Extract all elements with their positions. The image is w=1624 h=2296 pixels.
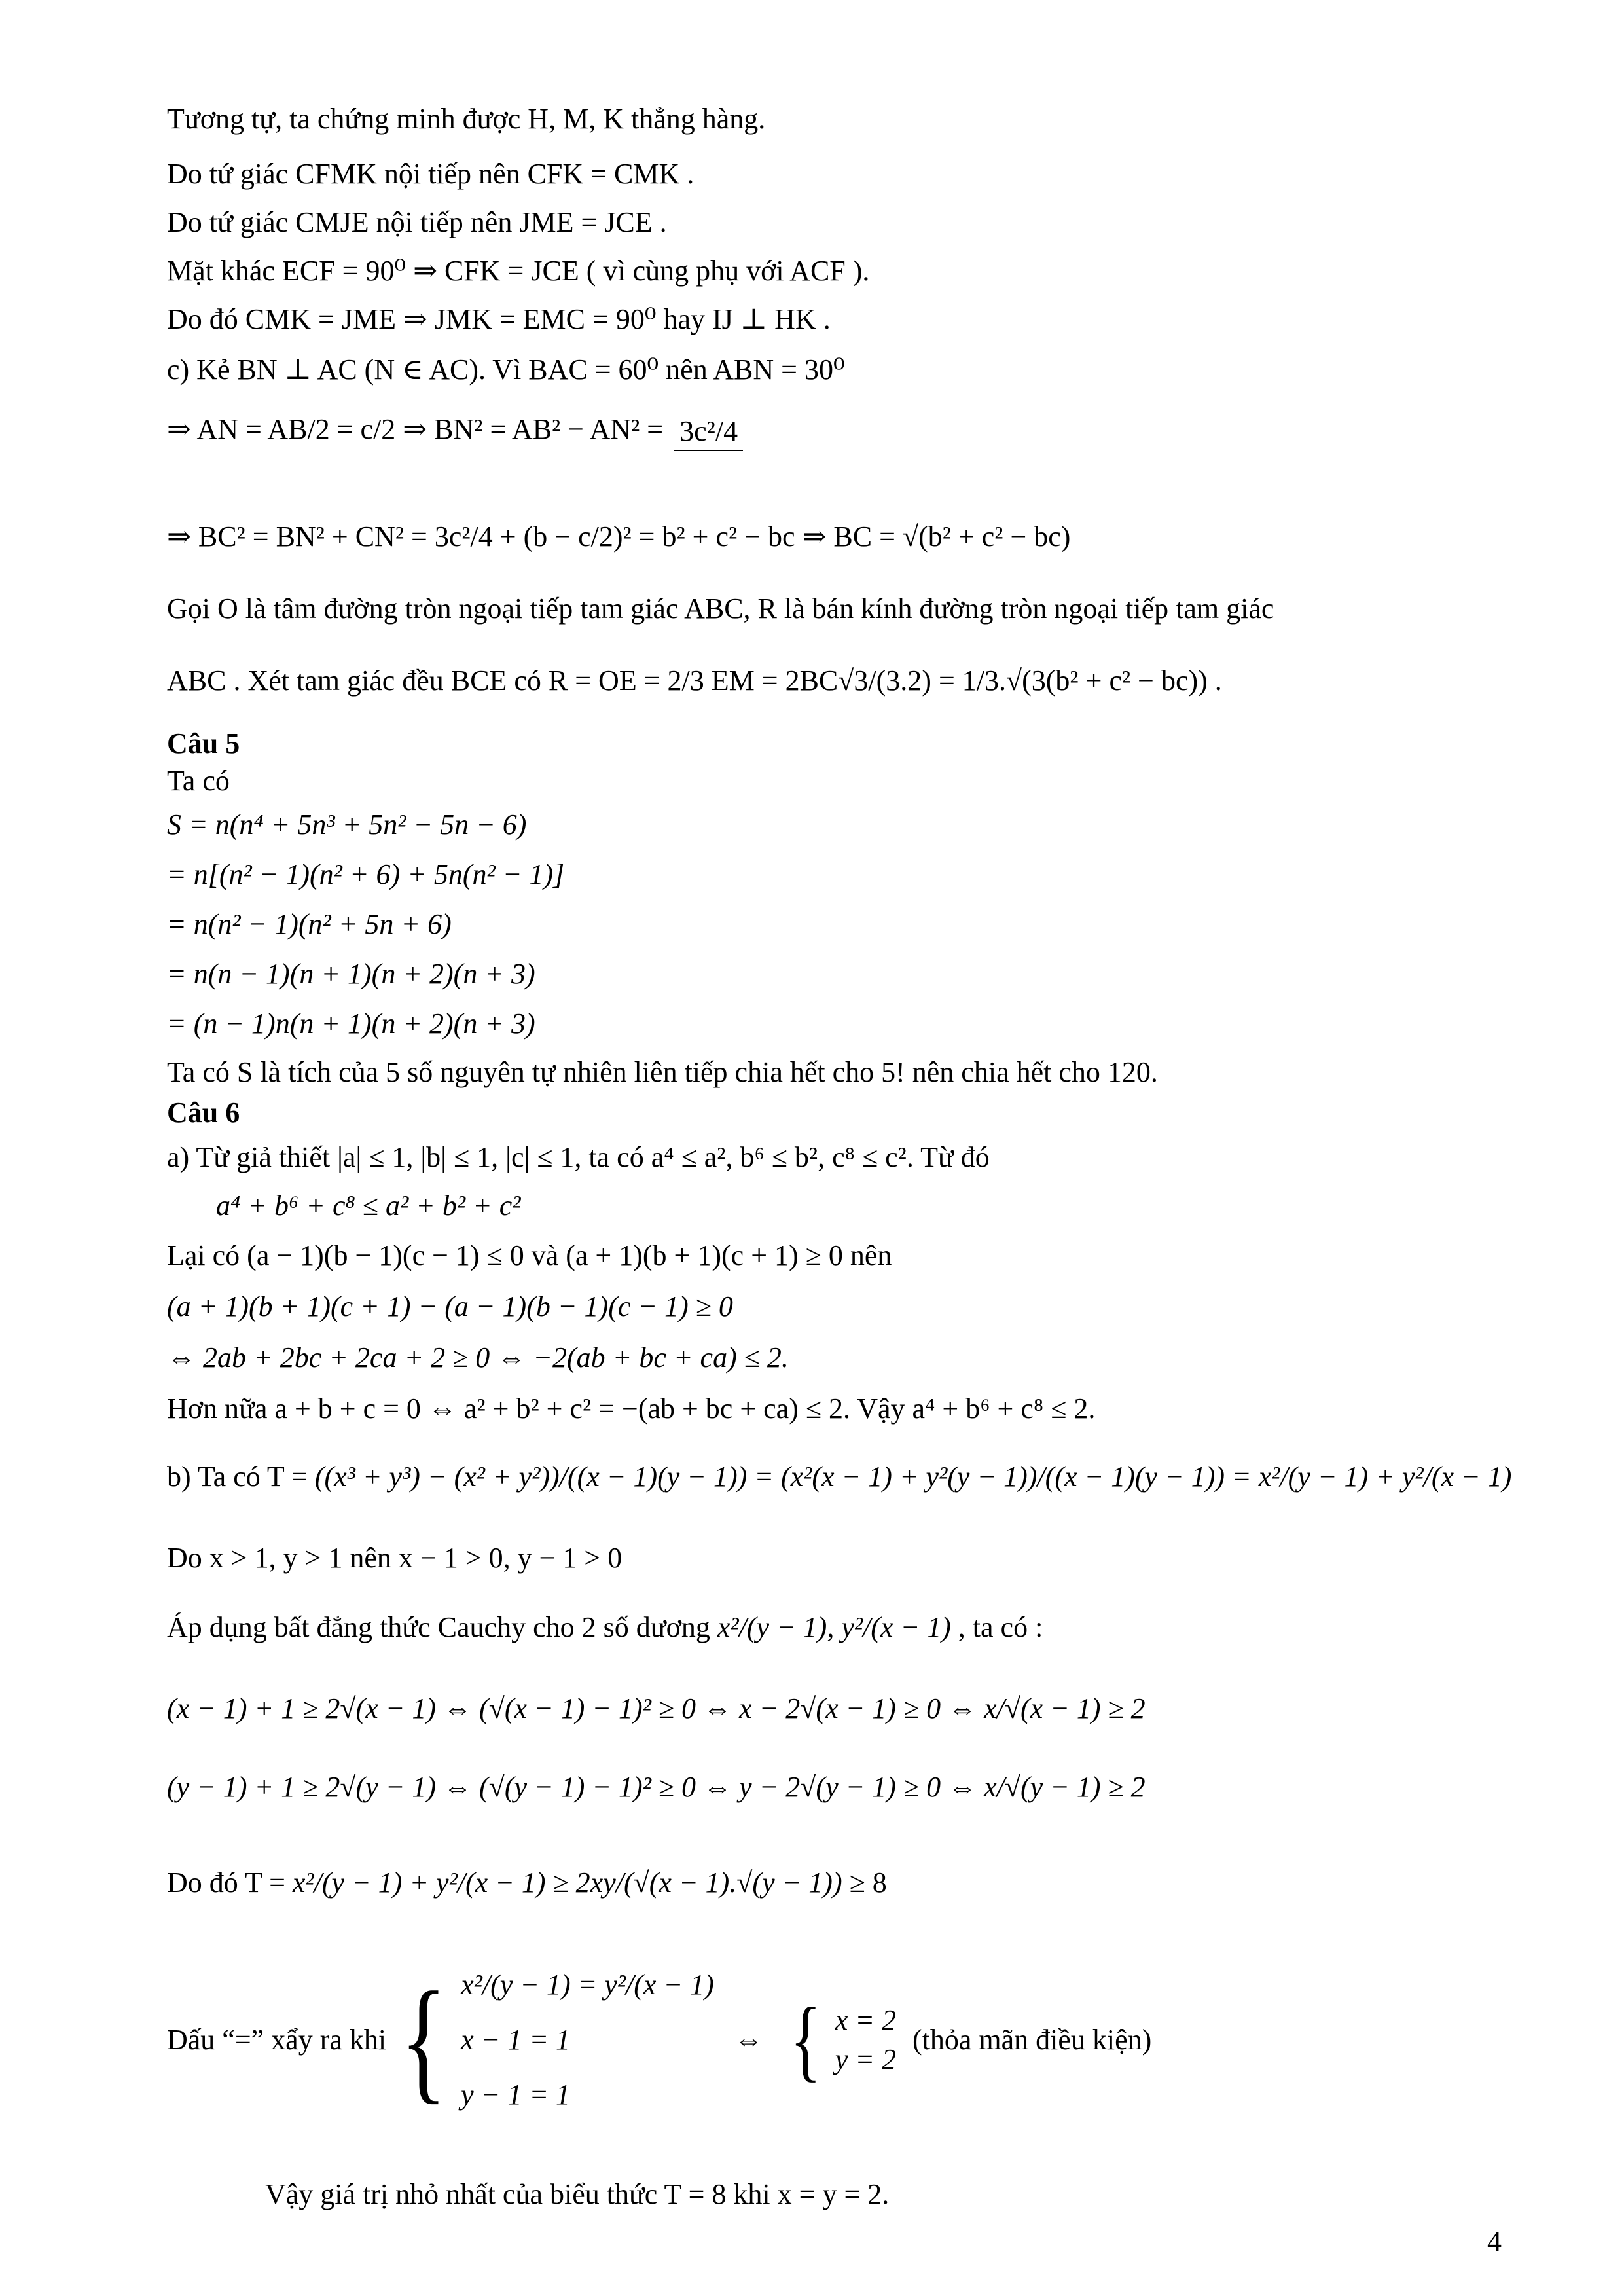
- t-def-expression: ((x³ + y³) − (x² + y²))/((x − 1)(y − 1)) = (x²(x − 1) + y²(y − 1))/((x − 1)(y − 1)) = x²/(y − 1) + y²/(x − 1): [314, 1461, 1512, 1493]
- y-bound-ge-2: ≥ 2: [1108, 1771, 1146, 1803]
- bc2-b-minus-c2: + (b − c/2)²: [499, 520, 632, 553]
- fraction-3c2-over-4-value: 3c²/4: [674, 413, 743, 451]
- system-left-row-2: x − 1 = 1: [461, 2024, 571, 2056]
- system-right: [835, 2001, 896, 2079]
- line-6b-positivity: Do x > 1, y > 1 nên x − 1 > 0, y − 1 > 0: [167, 1542, 623, 1574]
- line-bc-squared: [167, 517, 1070, 556]
- line-s-def: S = n(n⁴ + 5n³ + 5n² − 5n − 6): [167, 809, 527, 841]
- line-s-divisible: Ta có S là tích của 5 số nguyên tự nhiên liên tiếp chia hết cho 5! nên chia hết cho 120.: [167, 1056, 1158, 1088]
- line-6b-t-def: [167, 1457, 1511, 1497]
- page-number: 4: [1487, 2225, 1502, 2257]
- t-bound-prefix: Do đó T =: [167, 1867, 285, 1899]
- system-right-row-2: y = 2: [835, 2043, 896, 2075]
- line-equilateral-bce: [167, 661, 1222, 701]
- system-left-row-3: y − 1 = 1: [461, 2079, 571, 2111]
- bc2-3c2-over-4: 3c²/4: [434, 520, 493, 553]
- line-cmje-cyclic: Do tứ giác CMJE nội tiếp nên JME = JCE .: [167, 206, 667, 238]
- line-6b-t-bound: [167, 1863, 887, 1903]
- x-bound-ge-2: ≥ 2: [1108, 1692, 1146, 1724]
- t-def-prefix: b) Ta có T =: [167, 1461, 308, 1493]
- line-ij-perp-hk: Do đó CMK = JME ⇒ JMK = EMC = 90⁰ hay IJ ⊥ HK .: [167, 303, 831, 335]
- t-bound-ge-8: ≥ 8: [849, 1867, 887, 1899]
- line-6b-y-bound: [167, 1768, 1146, 1807]
- heading-cau-5: Câu 5: [167, 727, 240, 759]
- line-ta-co-5: Ta có: [167, 765, 230, 797]
- line-6a-conclusion: Hơn nữa a + b + c = 0 ⇔ a² + b² + c² = −(ab + bc + ca) ≤ 2. Vậy a⁴ + b⁶ + c⁸ ≤ 2.: [167, 1393, 1096, 1425]
- equilateral-text: ABC . Xét tam giác đều BCE có R = OE =: [167, 665, 660, 697]
- system-left-row-1: x²/(y − 1) = y²/(x − 1): [461, 1969, 714, 2001]
- line-part-c-bn: c) Kẻ BN ⊥ AC (N ∈ AC). Vì BAC = 60⁰ nên ABN = 30⁰: [167, 354, 845, 386]
- line-6a-difference: (a + 1)(b + 1)(c + 1) − (a − 1)(b − 1)(c − 1) ≥ 0: [167, 1290, 733, 1322]
- x-bound-chain: (x − 1) + 1 ≥ 2√(x − 1) ⇔ (√(x − 1) − 1)² ≥ 0 ⇔ x − 2√(x − 1) ≥ 0 ⇔: [167, 1692, 977, 1724]
- line-6a-equiv: ⇔ 2ab + 2bc + 2ca + 2 ≥ 0 ⇔ −2(ab + bc + ca) ≤ 2.: [167, 1341, 789, 1374]
- system-right-row-1: x = 2: [835, 2004, 896, 2036]
- cauchy-pair: x²/(y − 1), y²/(x − 1): [717, 1611, 951, 1643]
- line-6a-products: Lại có (a − 1)(b − 1)(c − 1) ≤ 0 và (a + 1)(b + 1)(c + 1) ≥ 0 nên: [167, 1239, 892, 1271]
- line-s-step-1: = n[(n² − 1)(n² + 6) + 5n(n² − 1)]: [167, 858, 565, 890]
- line-6b-cauchy: [167, 1608, 1043, 1647]
- t-bound-expression: x²/(y − 1) + y²/(x − 1) ≥ 2xy/(√(x − 1).√(y − 1)): [292, 1867, 842, 1899]
- equality-condition-note: (thỏa mãn điều kiện): [912, 2024, 1152, 2056]
- line-6b-x-bound: [167, 1689, 1146, 1728]
- fraction-3c2-over-4: [674, 413, 743, 451]
- equality-prefix: Dấu “=” xẩy ra khi: [167, 2024, 387, 2056]
- an-expression: ⇒ AN = AB/2 = c/2: [167, 413, 396, 445]
- line-circumcircle-def: Gọi O là tâm đường tròn ngoại tiếp tam giác ABC, R là bán kính đường tròn ngoại tiếp tam giác: [167, 592, 1274, 625]
- line-s-step-4: = (n − 1)n(n + 1)(n + 2)(n + 3): [167, 1008, 535, 1040]
- line-6b-minimum: Vậy giá trị nhỏ nhất của biểu thức T = 8 khi x = y = 2.: [265, 2178, 890, 2210]
- y-over-sqrt: x/√(y − 1): [984, 1771, 1101, 1803]
- bn-expression: ⇒ BN² = AB² − AN² =: [403, 413, 664, 445]
- line-s-step-3: = n(n − 1)(n + 1)(n + 2)(n + 3): [167, 958, 535, 990]
- r-expression: 2/3 EM = 2BC√3/(3.2) = 1/3.√(3(b² + c² − bc)) .: [667, 665, 1222, 697]
- bc2-rhs: = b² + c² − bc ⇒ BC = √(b² + c² − bc): [638, 520, 1071, 553]
- line-cfmk-cyclic: Do tứ giác CFMK nội tiếp nên CFK = CMK .: [167, 158, 695, 190]
- y-bound-chain: (y − 1) + 1 ≥ 2√(y − 1) ⇔ (√(y − 1) − 1)² ≥ 0 ⇔ y − 2√(y − 1) ≥ 0 ⇔: [167, 1771, 977, 1803]
- system-brace-right: {: [789, 1988, 821, 2090]
- cauchy-suffix: , ta có :: [958, 1611, 1043, 1643]
- system-iff: ⇔: [734, 2024, 763, 2056]
- line-6a-sum-bound: a⁴ + b⁶ + c⁸ ≤ a² + b² + c²: [216, 1190, 521, 1222]
- line-6b-equality: [167, 1958, 1151, 2123]
- line-ecf-right: Mặt khác ECF = 90⁰ ⇒ CFK = JCE ( vì cùng phụ với ACF ).: [167, 255, 870, 287]
- cauchy-text: Áp dụng bất đẳng thức Cauchy cho 2 số dương: [167, 1611, 710, 1643]
- line-s-step-2: = n(n² − 1)(n² + 5n + 6): [167, 908, 452, 940]
- line-an-bn: [167, 410, 747, 451]
- line-6a-hypothesis: a) Từ giả thiết |a| ≤ 1, |b| ≤ 1, |c| ≤ 1, ta có a⁴ ≤ a², b⁶ ≤ b², c⁸ ≤ c². Từ đó: [167, 1141, 990, 1173]
- system-brace-left: {: [400, 1963, 448, 2117]
- line-hmk-collinear: Tương tự, ta chứng minh được H, M, K thẳng hàng.: [167, 103, 766, 135]
- heading-cau-6: Câu 6: [167, 1097, 240, 1129]
- x-over-sqrt: x/√(x − 1): [984, 1692, 1101, 1724]
- bc2-lhs: ⇒ BC² = BN² + CN² =: [167, 520, 427, 553]
- system-left: [461, 1958, 714, 2123]
